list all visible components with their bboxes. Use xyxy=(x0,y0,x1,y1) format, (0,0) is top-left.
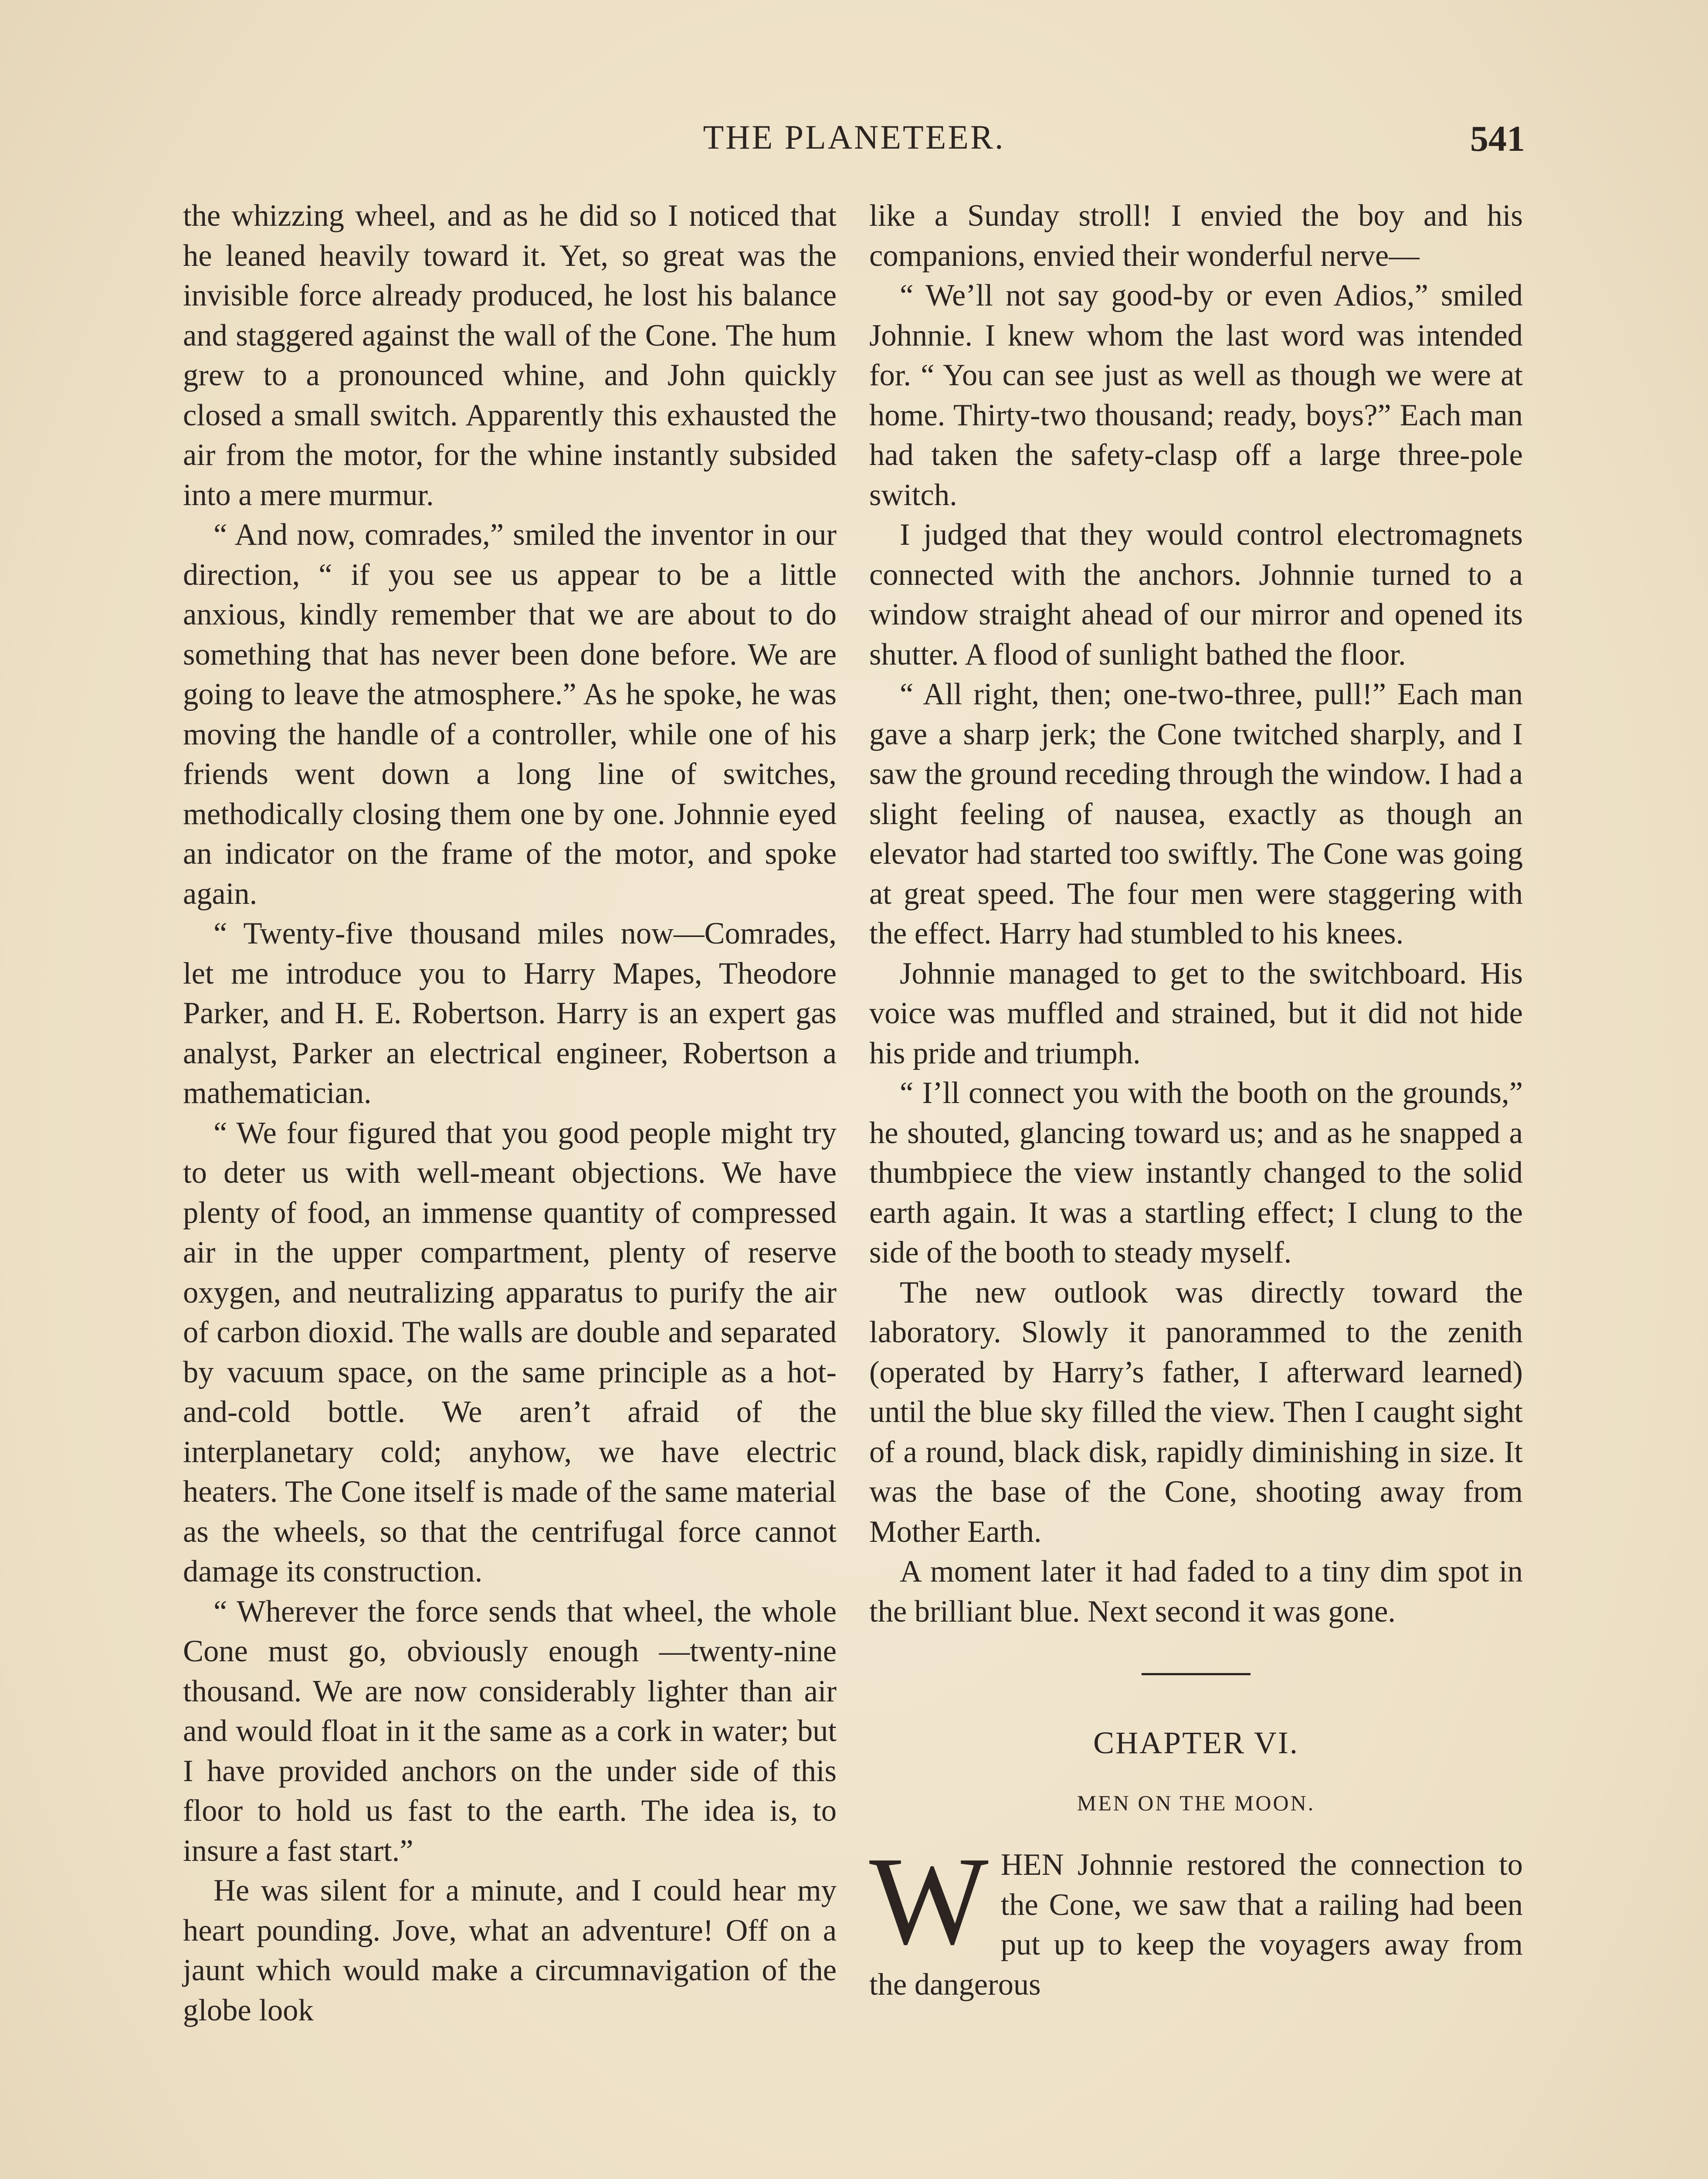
left-column xyxy=(183,196,837,2030)
drop-cap: W xyxy=(869,1831,989,1971)
chapter-title: CHAPTER VI. xyxy=(1093,1725,1299,1760)
paragraph: I judged that they would control electromagnets connected with the anchors. Johnnie turned to a window straight ahead of our mirror and opened its shutter. A flood of sunlight bathed the floor. xyxy=(869,518,1523,672)
paragraph: like a Sunday stroll! I envied the boy and his companions, envied their wonderful nerve— xyxy=(869,199,1523,273)
right-column xyxy=(869,196,1523,2005)
paragraph: “ We’ll not say good-by or even Adios,” smiled Johnnie. I knew whom the last word was intended for. “ You can see just as well as though we were at home. Thirty-two thousand; ready, boys?” Each man had taken the safety-clasp off a large three-pole switch. xyxy=(869,278,1523,512)
paragraph: A moment later it had faded to a tiny dim spot in the brilliant blue. Next second it was gone. xyxy=(869,1554,1523,1629)
section-divider xyxy=(1142,1673,1250,1675)
paragraph: “ Twenty-five thousand miles now—Comrades, let me introduce you to Harry Mapes, Theodore Parker, and H. E. Robertson. Harry is an expert gas analyst, Parker an electrical engineer, Robertson a mathematician. xyxy=(183,916,837,1110)
paragraph: He was silent for a minute, and I could hear my heart pounding. Jove, what an adventure! Off on a jaunt which would make a circumnavigation of the globe look xyxy=(183,1874,837,2027)
chapter-opening-text: HEN Johnnie restored the connection to the Cone, we saw that a railing had been put up to keep the voyagers away from the dangerous xyxy=(869,1848,1523,2002)
paragraph: “ Wherever the force sends that wheel, the whole Cone must go, obviously enough —twenty-nine thousand. We are now considerably lighter than air and would float in it the same as a cork in water; but I have provided anchors on the under side of this floor to hold us fast to the earth. The idea is, to insure a fast start.” xyxy=(183,1594,837,1868)
paragraph: “ All right, then; one-two-three, pull!” Each man gave a sharp jerk; the Cone twitched sharply, and I saw the ground receding through the window. I had a slight feeling of nausea, exactly as though an elevator had started too swiftly. The Cone was going at great speed. The four men were staggering with the effect. Harry had stumbled to his knees. xyxy=(869,677,1523,950)
page-number: 541 xyxy=(1470,119,1525,159)
paragraph: the whizzing wheel, and as he did so I noticed that he leaned heavily toward it. Yet, so great was the invisible force already produced, he lost his balance and staggered against the wall of the Cone. The hum grew to a pronounced whine, and John quickly closed a small switch. Apparently this exhausted the air from the motor, for the whine instantly subsided into a mere murmur. xyxy=(183,199,837,512)
paragraph: “ And now, comrades,” smiled the inventor in our direction, “ if you see us appear to be a little anxious, kindly remember that we are about to do something that has never been done before. We are going to leave the atmosphere.” As he spoke, he was moving the handle of a controller, while one of his friends went down a long line of switches, methodically closing them one by one. Johnnie eyed an indicator on the frame of the motor, and spoke again. xyxy=(183,518,837,911)
paragraph: Johnnie managed to get to the switchboard. His voice was muffled and strained, but it did not hide his pride and triumph. xyxy=(869,956,1523,1070)
paragraph: The new outlook was directly toward the laboratory. Slowly it panorammed to the zenith (operated by Harry’s father, I afterward learned) until the blue sky filled the view. Then I caught sight of a round, black disk, rapidly diminishing in size. It was the base of the Cone, shooting away from Mother Earth. xyxy=(869,1275,1523,1549)
chapter-opening-paragraph xyxy=(869,1831,1523,2005)
chapter-subtitle: MEN ON THE MOON. xyxy=(1077,1791,1315,1815)
running-title: THE PLANETEER. xyxy=(703,118,1005,156)
paragraph: “ I’ll connect you with the booth on the grounds,” he shouted, glancing toward us; and as he snapped a thumbpiece the view instantly changed to the solid earth again. It was a startling effect; I clung to the side of the booth to steady myself. xyxy=(869,1076,1523,1269)
page-header xyxy=(183,118,1525,170)
paragraph: “ We four figured that you good people might try to deter us with well-meant objections. We have plenty of food, an immense quantity of compressed air in the upper compartment, plenty of reserve oxygen, and neutralizing apparatus to purify the air of carbon dioxid. The walls are double and separated by vacuum space, on the same principle as a hot-and-cold bottle. We aren’t afraid of the interplanetary cold; anyhow, we have electric heaters. The Cone itself is made of the same material as the wheels, so that the centrifugal force cannot damage its construction. xyxy=(183,1116,837,1588)
